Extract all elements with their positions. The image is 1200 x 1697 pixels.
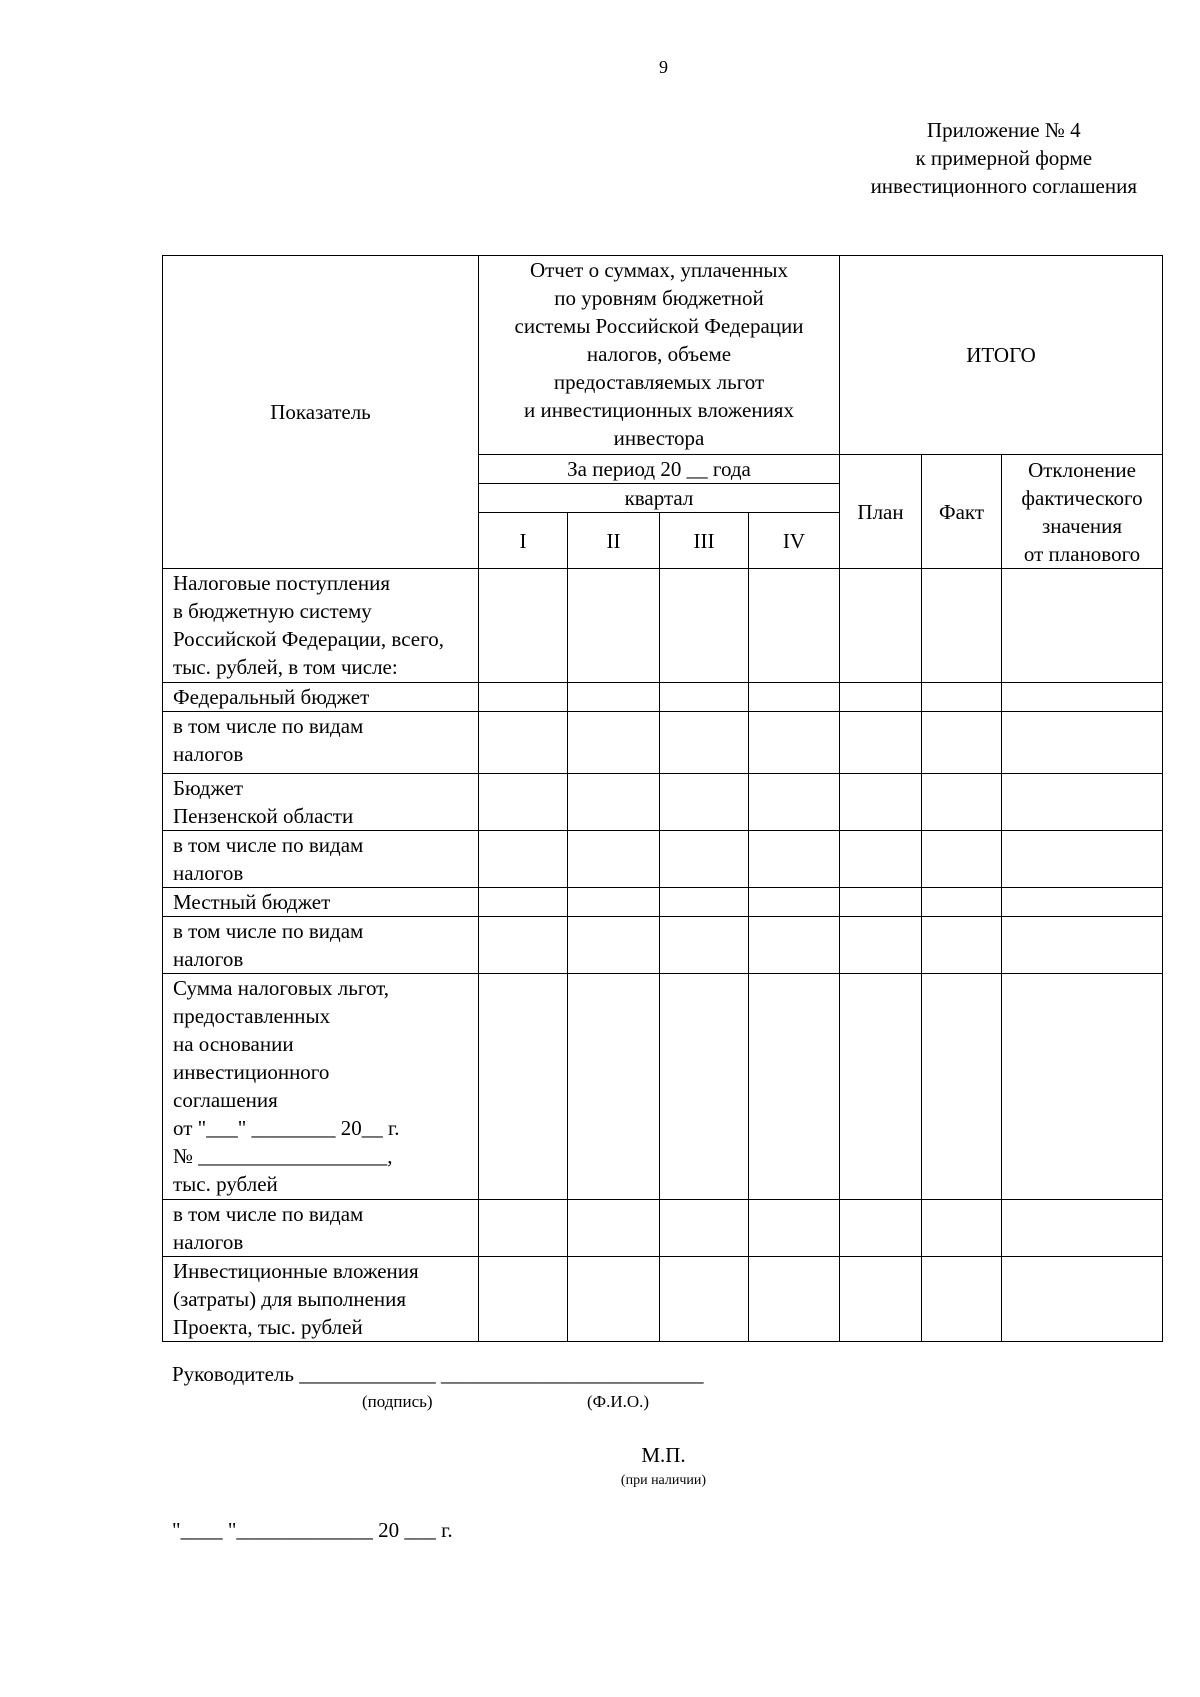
cell-q4 [749, 1257, 840, 1342]
cell-q2 [568, 683, 660, 712]
cell-fact [922, 774, 1002, 831]
header-q3: III [660, 513, 749, 569]
appendix-subtitle: к примерной форме [915, 146, 1093, 170]
cell-deviation [1002, 974, 1163, 1200]
cell-deviation [1002, 774, 1163, 831]
cell-q4 [749, 569, 840, 683]
row-label: Сумма налоговых льгот, предоставленных на основании инвестиционного соглашения от "___" ________ 20__ г. № __________________, тыс. рублей [163, 974, 479, 1200]
cell-q2 [568, 831, 660, 888]
header-plan: План [840, 455, 922, 569]
cell-q3 [660, 569, 749, 683]
cell-q1 [479, 1257, 568, 1342]
cell-q2 [568, 1200, 660, 1257]
table-row [163, 888, 1163, 917]
stamp-label: М.П. [641, 1443, 686, 1467]
cell-q1 [479, 917, 568, 974]
cell-q3 [660, 917, 749, 974]
cell-fact [922, 712, 1002, 774]
cell-q4 [749, 1200, 840, 1257]
cell-deviation [1002, 1200, 1163, 1257]
cell-fact [922, 569, 1002, 683]
cell-q3 [660, 683, 749, 712]
cell-plan [840, 712, 922, 774]
cell-plan [840, 683, 922, 712]
cell-q3 [660, 888, 749, 917]
cell-q2 [568, 774, 660, 831]
cell-deviation [1002, 712, 1163, 774]
stamp-note: (при наличии) [620, 1473, 707, 1488]
row-label: в том числе по видам налогов [163, 712, 479, 774]
table-row [163, 1200, 1163, 1257]
appendix-subtitle-2: инвестиционного соглашения [870, 174, 1137, 198]
cell-plan [840, 917, 922, 974]
appendix-title: Приложение № 4 [926, 118, 1081, 142]
cell-q2 [568, 712, 660, 774]
cell-deviation [1002, 569, 1163, 683]
signature-line: Руководитель _____________ _________________________ [172, 1362, 704, 1386]
cell-q4 [749, 831, 840, 888]
cell-deviation [1002, 917, 1163, 974]
table-row [163, 1257, 1163, 1342]
header-q4: IV [749, 513, 840, 569]
table-row [163, 569, 1163, 683]
cell-q4 [749, 888, 840, 917]
header-deviation: Отклонение фактического значения от планового [1002, 455, 1163, 569]
row-label: Местный бюджет [163, 888, 479, 917]
cell-q4 [749, 712, 840, 774]
signature-caption: (подпись) [362, 1392, 433, 1411]
cell-q1 [479, 1200, 568, 1257]
cell-q3 [660, 831, 749, 888]
row-label: в том числе по видам налогов [163, 917, 479, 974]
cell-fact [922, 1257, 1002, 1342]
table-row [163, 917, 1163, 974]
cell-q1 [479, 831, 568, 888]
cell-q1 [479, 683, 568, 712]
report-table [162, 255, 1163, 1342]
row-label: Инвестиционные вложения (затраты) для выполнения Проекта, тыс. рублей [163, 1257, 479, 1342]
cell-q3 [660, 712, 749, 774]
table-row [163, 712, 1163, 774]
header-fact: Факт [922, 455, 1002, 569]
cell-plan [840, 888, 922, 917]
cell-deviation [1002, 888, 1163, 917]
cell-q1 [479, 974, 568, 1200]
cell-q3 [660, 974, 749, 1200]
appendix-header [871, 116, 1137, 200]
page-number: 9 [659, 57, 668, 77]
cell-q2 [568, 569, 660, 683]
cell-plan [840, 974, 922, 1200]
cell-q4 [749, 974, 840, 1200]
row-label: в том числе по видам налогов [163, 831, 479, 888]
cell-q1 [479, 569, 568, 683]
cell-q3 [660, 1200, 749, 1257]
cell-q1 [479, 774, 568, 831]
table-row [163, 774, 1163, 831]
cell-plan [840, 774, 922, 831]
table-row [163, 831, 1163, 888]
cell-deviation [1002, 683, 1163, 712]
cell-q4 [749, 683, 840, 712]
date-line: "____ "_____________ 20 ___ г. [172, 1518, 453, 1542]
cell-plan [840, 569, 922, 683]
cell-q2 [568, 974, 660, 1200]
cell-q1 [479, 712, 568, 774]
cell-q3 [660, 774, 749, 831]
cell-fact [922, 888, 1002, 917]
cell-plan [840, 831, 922, 888]
header-q1: I [479, 513, 568, 569]
header-total: ИТОГО [840, 256, 1163, 455]
cell-q2 [568, 1257, 660, 1342]
table-row [163, 974, 1163, 1200]
cell-fact [922, 831, 1002, 888]
cell-q2 [568, 917, 660, 974]
cell-q4 [749, 774, 840, 831]
header-report: Отчет о суммах, уплаченных по уровням бюджетной системы Российской Федерации налогов, объеме предоставляемых льгот и инвестиционных вложениях инвестора [479, 256, 840, 455]
header-period: За период 20 __ года [479, 455, 840, 484]
cell-q2 [568, 888, 660, 917]
cell-plan [840, 1200, 922, 1257]
cell-q1 [479, 888, 568, 917]
header-q2: II [568, 513, 660, 569]
name-caption: (Ф.И.О.) [587, 1392, 650, 1411]
header-indicator: Показатель [163, 256, 479, 569]
cell-deviation [1002, 831, 1163, 888]
cell-fact [922, 917, 1002, 974]
row-label: Федеральный бюджет [163, 683, 479, 712]
cell-fact [922, 974, 1002, 1200]
header-quarter: квартал [479, 484, 840, 513]
row-label: Налоговые поступления в бюджетную систему Российской Федерации, всего, тыс. рублей, в том числе: [163, 569, 479, 683]
cell-fact [922, 1200, 1002, 1257]
cell-deviation [1002, 1257, 1163, 1342]
cell-q4 [749, 917, 840, 974]
row-label: Бюджет Пензенской области [163, 774, 479, 831]
cell-q3 [660, 1257, 749, 1342]
table-row [163, 683, 1163, 712]
cell-plan [840, 1257, 922, 1342]
row-label: в том числе по видам налогов [163, 1200, 479, 1257]
cell-fact [922, 683, 1002, 712]
